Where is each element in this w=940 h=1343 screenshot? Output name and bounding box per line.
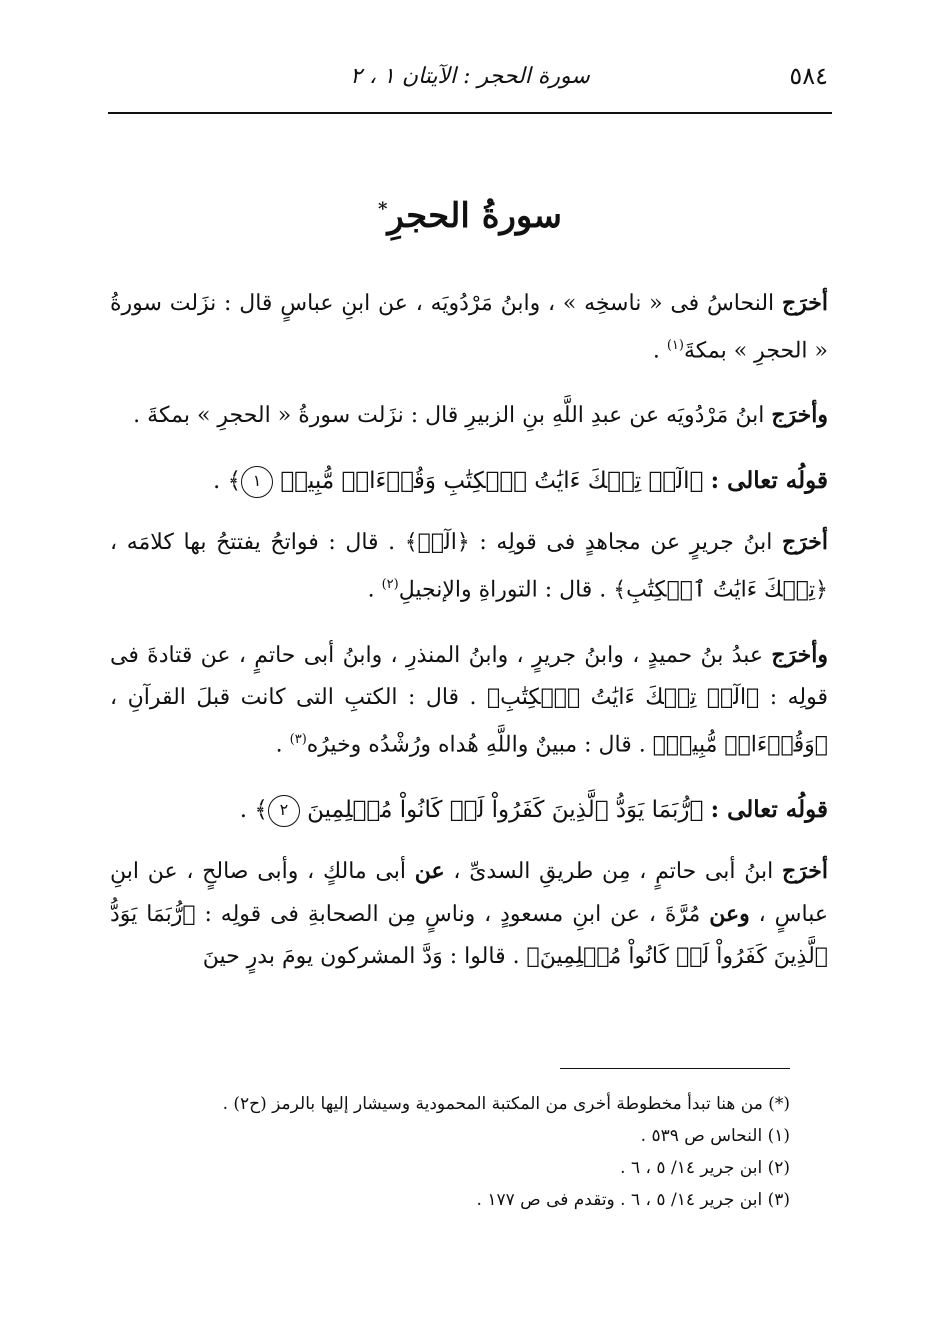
- page-header: [112, 62, 828, 96]
- paragraph-lead: أخرَج: [781, 290, 828, 316]
- verse-text: ﴿الٓرۚ تِلۡكَ ءَايَٰتُ ٱلۡكِتَٰبِ وَقُرۡءَانٖ مُّبِينٖ: [280, 468, 704, 495]
- footnotes: [120, 1088, 790, 1216]
- paragraph-text: ابنُ مَرْدُويَه عن عبدِ اللَّهِ بنِ الزبيرِ قال : نزَلت سورةُ « الحجرِ » بمكةَ .: [133, 403, 772, 429]
- title-footnote-mark: *: [377, 198, 388, 220]
- paragraph-text: ابنُ أبى حاتمٍ ، مِن طريقِ السدىِّ ،: [444, 858, 782, 884]
- footnote-ref-2: (٢): [381, 577, 399, 593]
- footnote-ref-3: (٣): [289, 731, 307, 747]
- paragraph-lead: وأخرَج: [771, 402, 828, 429]
- verse-number-badge: ١: [241, 466, 273, 498]
- paragraph-4: [110, 634, 828, 766]
- paragraph-2: [110, 394, 828, 437]
- footnote-2: (٢) ابن جرير ١٤/ ٥ ، ٦ .: [620, 1158, 790, 1178]
- verse-label: قولُه تعالى :: [710, 467, 828, 495]
- verse-end: ﴾ .: [212, 468, 242, 495]
- main-text: [110, 282, 828, 1000]
- paragraph-lead: أخرَج: [781, 857, 829, 884]
- paragraph-end: .: [275, 731, 290, 757]
- surah-title: [0, 196, 940, 236]
- paragraph-5: [110, 850, 828, 978]
- paragraph-bold: عن: [414, 857, 445, 884]
- paragraph-text: أبى مالكٍ ، وأبى صالحٍ ، عن ابنِ عباسٍ ،: [110, 858, 828, 927]
- paragraph-end: .: [367, 577, 382, 603]
- footnote-rule: [560, 1068, 790, 1069]
- page-number: ٥٨٤: [789, 62, 828, 90]
- verse-heading-1: [110, 459, 828, 503]
- paragraph-text: ابنُ جريرٍ عن مجاهدٍ فى قولِه : ﴿الٓرۚ﴾ . قال : فواتحُ يفتتحُ بها كلامَه ، ﴿تِلۡكَ ءَايَٰتُ ٱلۡكِتَٰبِ﴾ . قال : التوراةِ والإنجيلِ: [110, 530, 828, 603]
- verse-text: ﴿رُّبَمَا يَوَدُّ ٱلَّذِينَ كَفَرُواْ لَوۡ كَانُواْ مُسۡلِمِينَ: [307, 796, 704, 823]
- verse-label: قولُه تعالى :: [710, 795, 828, 823]
- paragraph-lead: أخرَج: [781, 529, 828, 556]
- running-title: سورة الحجر : الآيتان ١ ، ٢: [350, 64, 590, 89]
- header-rule: [108, 112, 832, 114]
- paragraph-text: النحاسُ فى « ناسخِه » ، وابنُ مَرْدُويَه ، عن ابنِ عباسٍ قال : نزَلت سورةُ « الحجرِ » بمكةَ: [110, 291, 828, 364]
- paragraph-lead: وأخرَج: [771, 641, 828, 668]
- footnote-1: (١) النحاس ص ٥٣٩ .: [640, 1126, 790, 1146]
- verse-number-badge: ٢: [268, 795, 300, 827]
- paragraph-text: عبدُ بنُ حميدٍ ، وابنُ جريرٍ ، وابنُ المنذرِ ، وابنُ أبى حاتمٍ ، عن قتادةَ فى قولِه : ﴿الٓرۚ تِلۡكَ ءَايَٰتُ ٱلۡكِتَٰبِ﴾ . قال : الكتبِ التى كانت قبلَ القرآنِ ، ﴿وَقُرۡءَانٖ مُّبِينٖ﴾ . قال : مبينٌ واللَّهِ هُداه ورُشْدُه وخيرُه: [110, 642, 828, 757]
- footnote-ref-1: (١): [666, 338, 684, 353]
- paragraph-3: [110, 521, 828, 611]
- verse-end: ﴾ .: [239, 796, 268, 823]
- paragraph-text: مُرَّةَ ، عن ابنِ مسعودٍ ، وناسٍ مِن الصحابةِ فى قولِه : ﴿رُّبَمَا يَوَدُّ ٱلَّذِينَ كَفَرُواْ لَوۡ كَانُواْ مُسۡلِمِينَ﴾ . قالوا : وَدَّ المشركون يومَ بدرٍ حينَ: [110, 901, 828, 969]
- surah-title-text: سورةُ الحجرِ: [387, 196, 562, 236]
- footnote-3: (٣) ابن جرير ١٤/ ٥ ، ٦ . وتقدم فى ص ١٧٧ .: [476, 1190, 790, 1210]
- paragraph-end: .: [652, 338, 667, 364]
- footnote-star: (*) من هنا تبدأ مخطوطة أخرى من المكتبة المحمودية وسيشار إليها بالرمز (ح٢) .: [222, 1094, 790, 1114]
- paragraph-bold: وعن: [709, 900, 750, 927]
- paragraph-1: [110, 282, 828, 372]
- verse-heading-2: [110, 788, 828, 832]
